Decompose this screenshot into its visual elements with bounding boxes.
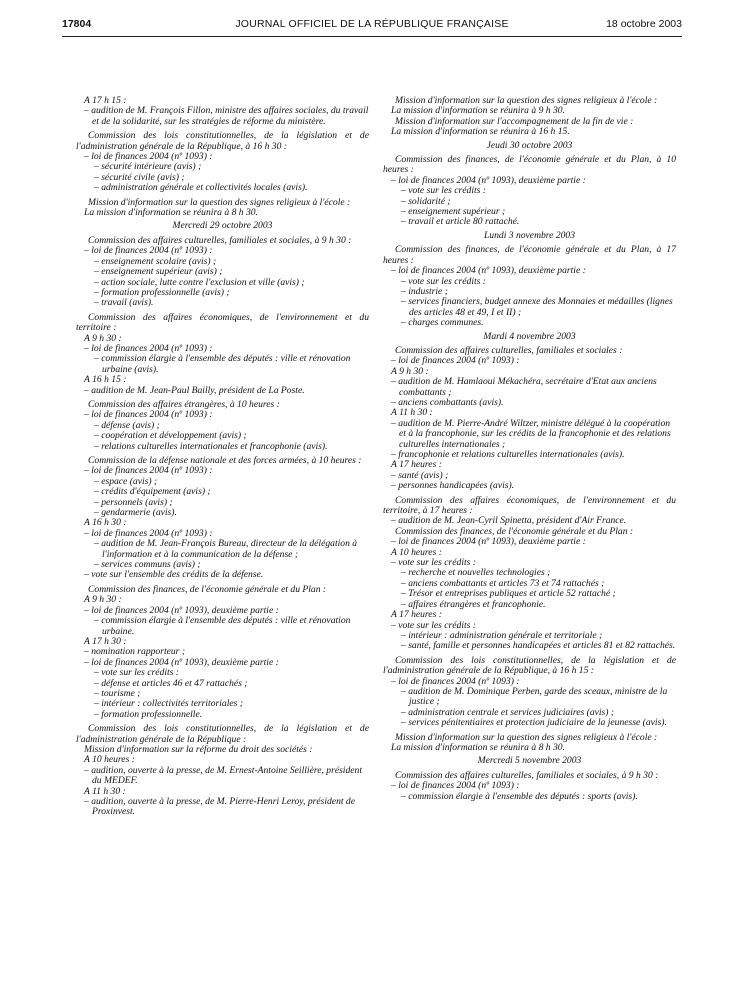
paragraph: Commission des affaires économiques, de l'environnement et du territoire, à 17 heures : [383, 494, 676, 517]
dash-item: – audition, ouverte à la presse, de M. Ernest-Antoine Seillière, président du MEDEF. [84, 766, 369, 787]
dash-subitem: – défense (avis) ; [94, 421, 369, 431]
dash-subitem: – espace (avis) ; [94, 477, 369, 487]
dash-subitem: – enseignement supérieur (avis) ; [94, 267, 369, 277]
dash-item: – loi de finances 2004 (nº 1093), deuxième partie : [391, 266, 676, 276]
dash-item: – anciens combattants (avis). [391, 398, 676, 408]
dash-item: – loi de finances 2004 (nº 1093) : [391, 356, 676, 366]
dash-item: – loi de finances 2004 (nº 1093) : [84, 529, 369, 539]
dash-item: – loi de finances 2004 (nº 1093) : [84, 466, 369, 476]
dash-subitem: – sécurité intérieure (avis) ; [94, 162, 369, 172]
dash-item: – loi de finances 2004 (nº 1093), deuxième partie : [391, 176, 676, 186]
dash-subitem: – Trésor et entreprises publiques et article 52 rattaché ; [401, 589, 676, 599]
dash-item: – vote sur l'ensemble des crédits de la défense. [84, 570, 369, 580]
paragraph: Commission des lois constitutionnelles, de la législation et de l'administration générale de la République, à 16 h 15 : [383, 654, 676, 677]
line: La mission d'information se réunira à 8 h 30. [391, 741, 565, 753]
dash-subitem: – administration centrale et services judiciaires (avis) ; [401, 708, 676, 718]
dash-subitem: – services communs (avis) ; [94, 560, 369, 570]
dash-item: – francophonie et relations culturelles internationales (avis). [391, 450, 676, 460]
dash-subitem: – commission élargie à l'ensemble des députés : ville et rénovation urbaine (avis). [94, 354, 369, 375]
dash-item: – loi de finances 2004 (nº 1093) : [84, 246, 369, 256]
day-heading: Mardi 4 novembre 2003 [483, 330, 576, 342]
dash-subitem: – santé, famille et personnes handicapées et articles 81 et 82 rattachés. [401, 641, 676, 651]
dash-subitem: – action sociale, lutte contre l'exclusion et ville (avis) ; [94, 278, 369, 288]
line: La mission d'information se réunira à 8 h 30. [84, 207, 258, 219]
dash-subitem: – services financiers, budget annexe des Monnaies et médailles (lignes des articles 48 et 49, I et II) ; [401, 297, 676, 318]
day-heading: Mercredi 5 novembre 2003 [477, 755, 582, 767]
dash-subitem: – commission élargie à l'ensemble des députés : ville et rénovation urbaine. [94, 616, 369, 637]
dash-item: – loi de finances 2004 (nº 1093), deuxième partie : [391, 537, 676, 547]
paragraph: Commission des finances, de l'économie générale et du Plan, à 10 heures : [383, 154, 676, 176]
dash-subitem: – enseignement supérieur ; [401, 207, 676, 217]
dash-subitem: – relations culturelles internationales et francophonie (avis). [94, 442, 369, 452]
dash-subitem: – gendarmerie (avis). [94, 508, 369, 518]
dash-subitem: – commission élargie à l'ensemble des députés : sports (avis). [401, 792, 676, 802]
paragraph: Commission des finances, de l'économie générale et du Plan : [395, 525, 634, 537]
line: A 9 h 30 : [84, 594, 122, 606]
dash-item: – audition, ouverte à la presse, de M. Pierre-Henri Leroy, président de Proxinvest. [84, 797, 369, 818]
dash-subitem: – travail et article 80 rattaché. [401, 217, 676, 227]
line: A 9 h 30 : [391, 365, 429, 377]
paragraph: Commission des affaires étrangères, à 10 heures : [88, 398, 280, 410]
dash-item: – loi de finances 2004 (nº 1093) : [84, 344, 369, 354]
line: A 17 heures : [391, 459, 442, 471]
dash-item: – loi de finances 2004 (nº 1093), deuxième partie : [84, 658, 369, 668]
line: La mission d'information se réunira à 9 h 30. [391, 105, 565, 117]
paragraph: Commission des lois constitutionnelles, de la législation et de l'administration générale de la République : [76, 723, 369, 745]
paragraph: Commission de la défense nationale et des forces armées, à 10 heures : [88, 455, 362, 466]
line: A 16 h 15 : [84, 374, 127, 386]
line: A 17 h 30 : [84, 635, 127, 647]
paragraph: Commission des affaires culturelles, familiales et sociales, à 9 h 30 : [88, 234, 352, 246]
line: A 9 h 30 : [84, 332, 122, 344]
dash-subitem: – coopération et développement (avis) ; [94, 431, 369, 441]
line: La mission d'information se réunira à 16 h 15. [391, 126, 570, 138]
paragraph: Mission d'information sur la question des signes religieux à l'école : [395, 731, 658, 743]
dash-subitem: – formation professionnelle (avis) ; [94, 288, 369, 298]
line: A 11 h 30 : [391, 407, 433, 419]
dash-subitem: – solidarité ; [401, 197, 676, 207]
dash-subitem: – affaires étrangères et francophonie. [401, 600, 676, 610]
left-column [76, 96, 369, 818]
dash-item: – loi de finances 2004 (nº 1093) : [391, 677, 676, 687]
paragraph: Commission des affaires culturelles, familiales et sociales, à 9 h 30 : [395, 769, 659, 781]
dash-item: – audition de M. Pierre-André Wiltzer, ministre délégué à la coopération et à la francophonie, sur les crédits de la francophonie et des relations culturelles internationales ; [391, 419, 676, 450]
dash-subitem: – recherche et nouvelles technologies ; [401, 568, 676, 578]
dash-subitem: – enseignement scolaire (avis) ; [94, 257, 369, 267]
paragraph: Commission des finances, de l'économie générale et du Plan, à 17 heures : [383, 244, 676, 266]
dash-item: – vote sur les crédits : [391, 621, 676, 631]
line: A 17 h 15 : [84, 95, 127, 106]
dash-subitem: – intérieur : administration générale et territoriale ; [401, 631, 676, 641]
dash-subitem: – crédits d'équipement (avis) ; [94, 487, 369, 497]
header-rule [62, 36, 682, 37]
dash-item: – nomination rapporteur ; [84, 647, 369, 657]
dash-subitem: – industrie ; [401, 287, 676, 297]
dash-subitem: – tourisme ; [94, 689, 369, 699]
paragraph: Mission d'information sur la question des signes religieux à l'école : [88, 196, 351, 208]
page-number: 17804 [62, 18, 92, 30]
dash-item: – personnes handicapées (avis). [391, 481, 676, 491]
day-heading: Lundi 3 novembre 2003 [483, 229, 576, 241]
dash-item: – loi de finances 2004 (nº 1093), deuxième partie : [84, 606, 369, 616]
dash-subitem: – intérieur : collectivités territoriales ; [94, 699, 369, 709]
dash-item: – loi de finances 2004 (nº 1093) : [391, 781, 676, 791]
dash-item: – audition de M. Jean-Cyril Spinetta, président d'Air France. [391, 516, 676, 526]
paragraph: Mission d'information sur la question des signes religieux à l'école : [395, 95, 658, 106]
dash-subitem: – audition de M. Dominique Perben, garde des sceaux, ministre de la justice ; [401, 687, 676, 708]
dash-subitem: – vote sur les crédits : [401, 277, 676, 287]
dash-subitem: – anciens combattants et articles 73 et 74 rattachés ; [401, 579, 676, 589]
dash-item: – audition de M. Jean-Paul Bailly, président de La Poste. [84, 386, 369, 396]
day-heading: Mercredi 29 octobre 2003 [172, 220, 273, 232]
dash-item: – loi de finances 2004 (nº 1093) : [84, 410, 369, 420]
dash-subitem: – administration générale et collectivités locales (avis). [94, 183, 369, 193]
dash-subitem: – défense et articles 46 et 47 rattachés ; [94, 679, 369, 689]
line: A 16 h 30 : [84, 517, 127, 529]
dash-subitem: – sécurité civile (avis) ; [94, 173, 369, 183]
issue-date: 18 octobre 2003 [606, 18, 682, 30]
dash-item: – audition de M. Hamlaoui Mékachéra, secrétaire d'Etat aux anciens combattants ; [391, 377, 676, 398]
paragraph: Commission des lois constitutionnelles, de la législation et de l'administration générale de la République, à 16 h 30 : [76, 130, 369, 152]
dash-item: – audition de M. François Fillon, ministre des affaires sociales, du travail et de la solidarité, sur les stratégies de réforme du ministère. [84, 106, 369, 127]
right-column [383, 96, 676, 802]
dash-subitem: – audition de M. Jean-François Bureau, directeur de la délégation à l'information et à la communication de la défense ; [94, 539, 369, 560]
line: A 11 h 30 : [84, 785, 126, 797]
dash-subitem: – personnels (avis) ; [94, 498, 369, 508]
dash-item: – loi de finances 2004 (nº 1093) : [84, 152, 369, 162]
dash-item: – santé (avis) ; [391, 471, 676, 481]
paragraph: Commission des affaires culturelles, familiales et sociales : [395, 344, 623, 356]
dash-subitem: – formation professionnelle. [94, 710, 369, 720]
line: A 17 heures : [391, 609, 442, 621]
journal-title: JOURNAL OFFICIEL DE LA RÉPUBLIQUE FRANÇAISE [235, 18, 509, 30]
dash-subitem: – travail (avis). [94, 298, 369, 308]
dash-subitem: – vote sur les crédits : [401, 186, 676, 196]
paragraph: Commission des finances, de l'économie générale et du Plan : [88, 583, 327, 595]
day-heading: Jeudi 30 octobre 2003 [486, 139, 573, 151]
dash-subitem: – services pénitentiaires et protection judiciaire de la jeunesse (avis). [401, 718, 676, 728]
dash-subitem: – vote sur les crédits : [94, 668, 369, 678]
dash-subitem: – charges communes. [401, 318, 676, 328]
line: A 10 heures : [391, 546, 442, 558]
line: Mission d'information sur la réforme du droit des sociétés : [84, 743, 313, 755]
paragraph: Mission d'information sur l'accompagnement de la fin de vie : [395, 115, 634, 127]
line: A 10 heures : [84, 754, 135, 766]
page-header [62, 18, 682, 34]
paragraph: Commission des affaires économiques, de l'environnement et du territoire : [76, 311, 369, 334]
dash-item: – vote sur les crédits : [391, 558, 676, 568]
